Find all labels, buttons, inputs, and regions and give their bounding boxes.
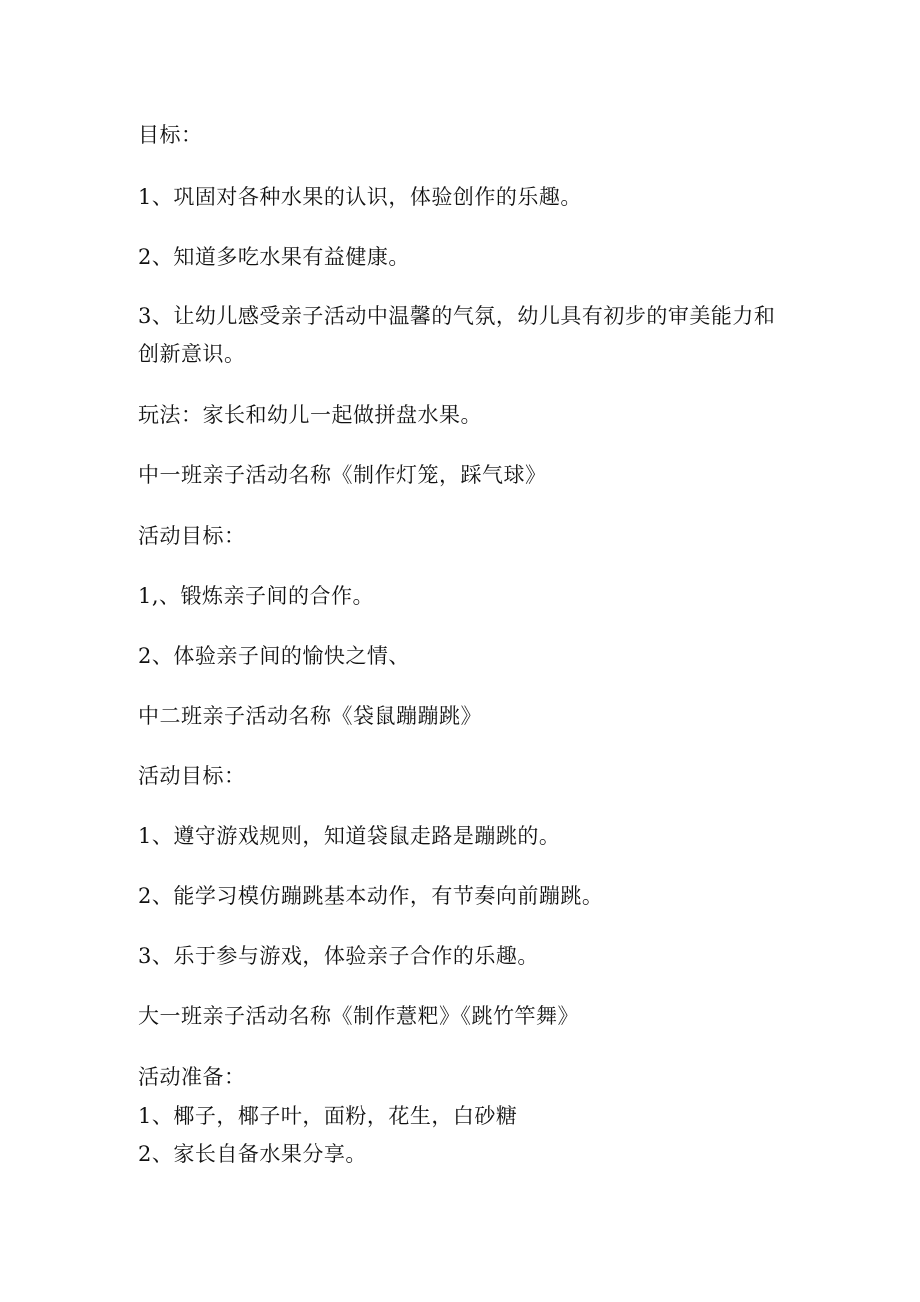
class-1-goals-heading: 活动目标：: [138, 524, 246, 548]
class-1-activity-title: 中一班亲子活动名称《制作灯笼，踩气球》: [138, 463, 547, 487]
class-1-goal-item-2: 2、体验亲子间的愉快之情、: [138, 644, 410, 668]
class-3-activity-title: 大一班亲子活动名称《制作薏粑》《跳竹竿舞》: [138, 1004, 579, 1028]
class-2-goal-item-1: 1、遵守游戏规则，知道袋鼠走路是蹦跳的。: [138, 824, 561, 848]
preparation-heading: 活动准备：: [138, 1065, 246, 1089]
goal-item-2: 2、知道多吃水果有益健康。: [138, 245, 410, 269]
play-method: 玩法：家长和幼儿一起做拼盘水果。: [138, 403, 482, 427]
goal-item-3: 3、让幼儿感受亲子活动中温馨的气氛，幼儿具有初步的审美能力和: [138, 304, 776, 328]
preparation-item-1: 1、椰子，椰子叶，面粉，花生，白砂糖: [138, 1104, 518, 1128]
heading-goals: 目标：: [138, 123, 203, 147]
class-2-goal-item-3: 3、乐于参与游戏，体验亲子合作的乐趣。: [138, 944, 539, 968]
class-2-activity-title: 中二班亲子活动名称《袋鼠蹦蹦跳》: [138, 704, 482, 728]
class-2-goals-heading: 活动目标：: [138, 764, 246, 788]
goal-item-1: 1、巩固对各种水果的认识，体验创作的乐趣。: [138, 185, 582, 209]
goal-item-3-continued: 创新意识。: [138, 342, 246, 366]
preparation-item-2: 2、家长自备水果分享。: [138, 1142, 367, 1166]
class-2-goal-item-2: 2、能学习模仿蹦跳基本动作，有节奏向前蹦跳。: [138, 884, 604, 908]
class-1-goal-item-1: 1,、锻炼亲子间的合作。: [138, 584, 375, 608]
